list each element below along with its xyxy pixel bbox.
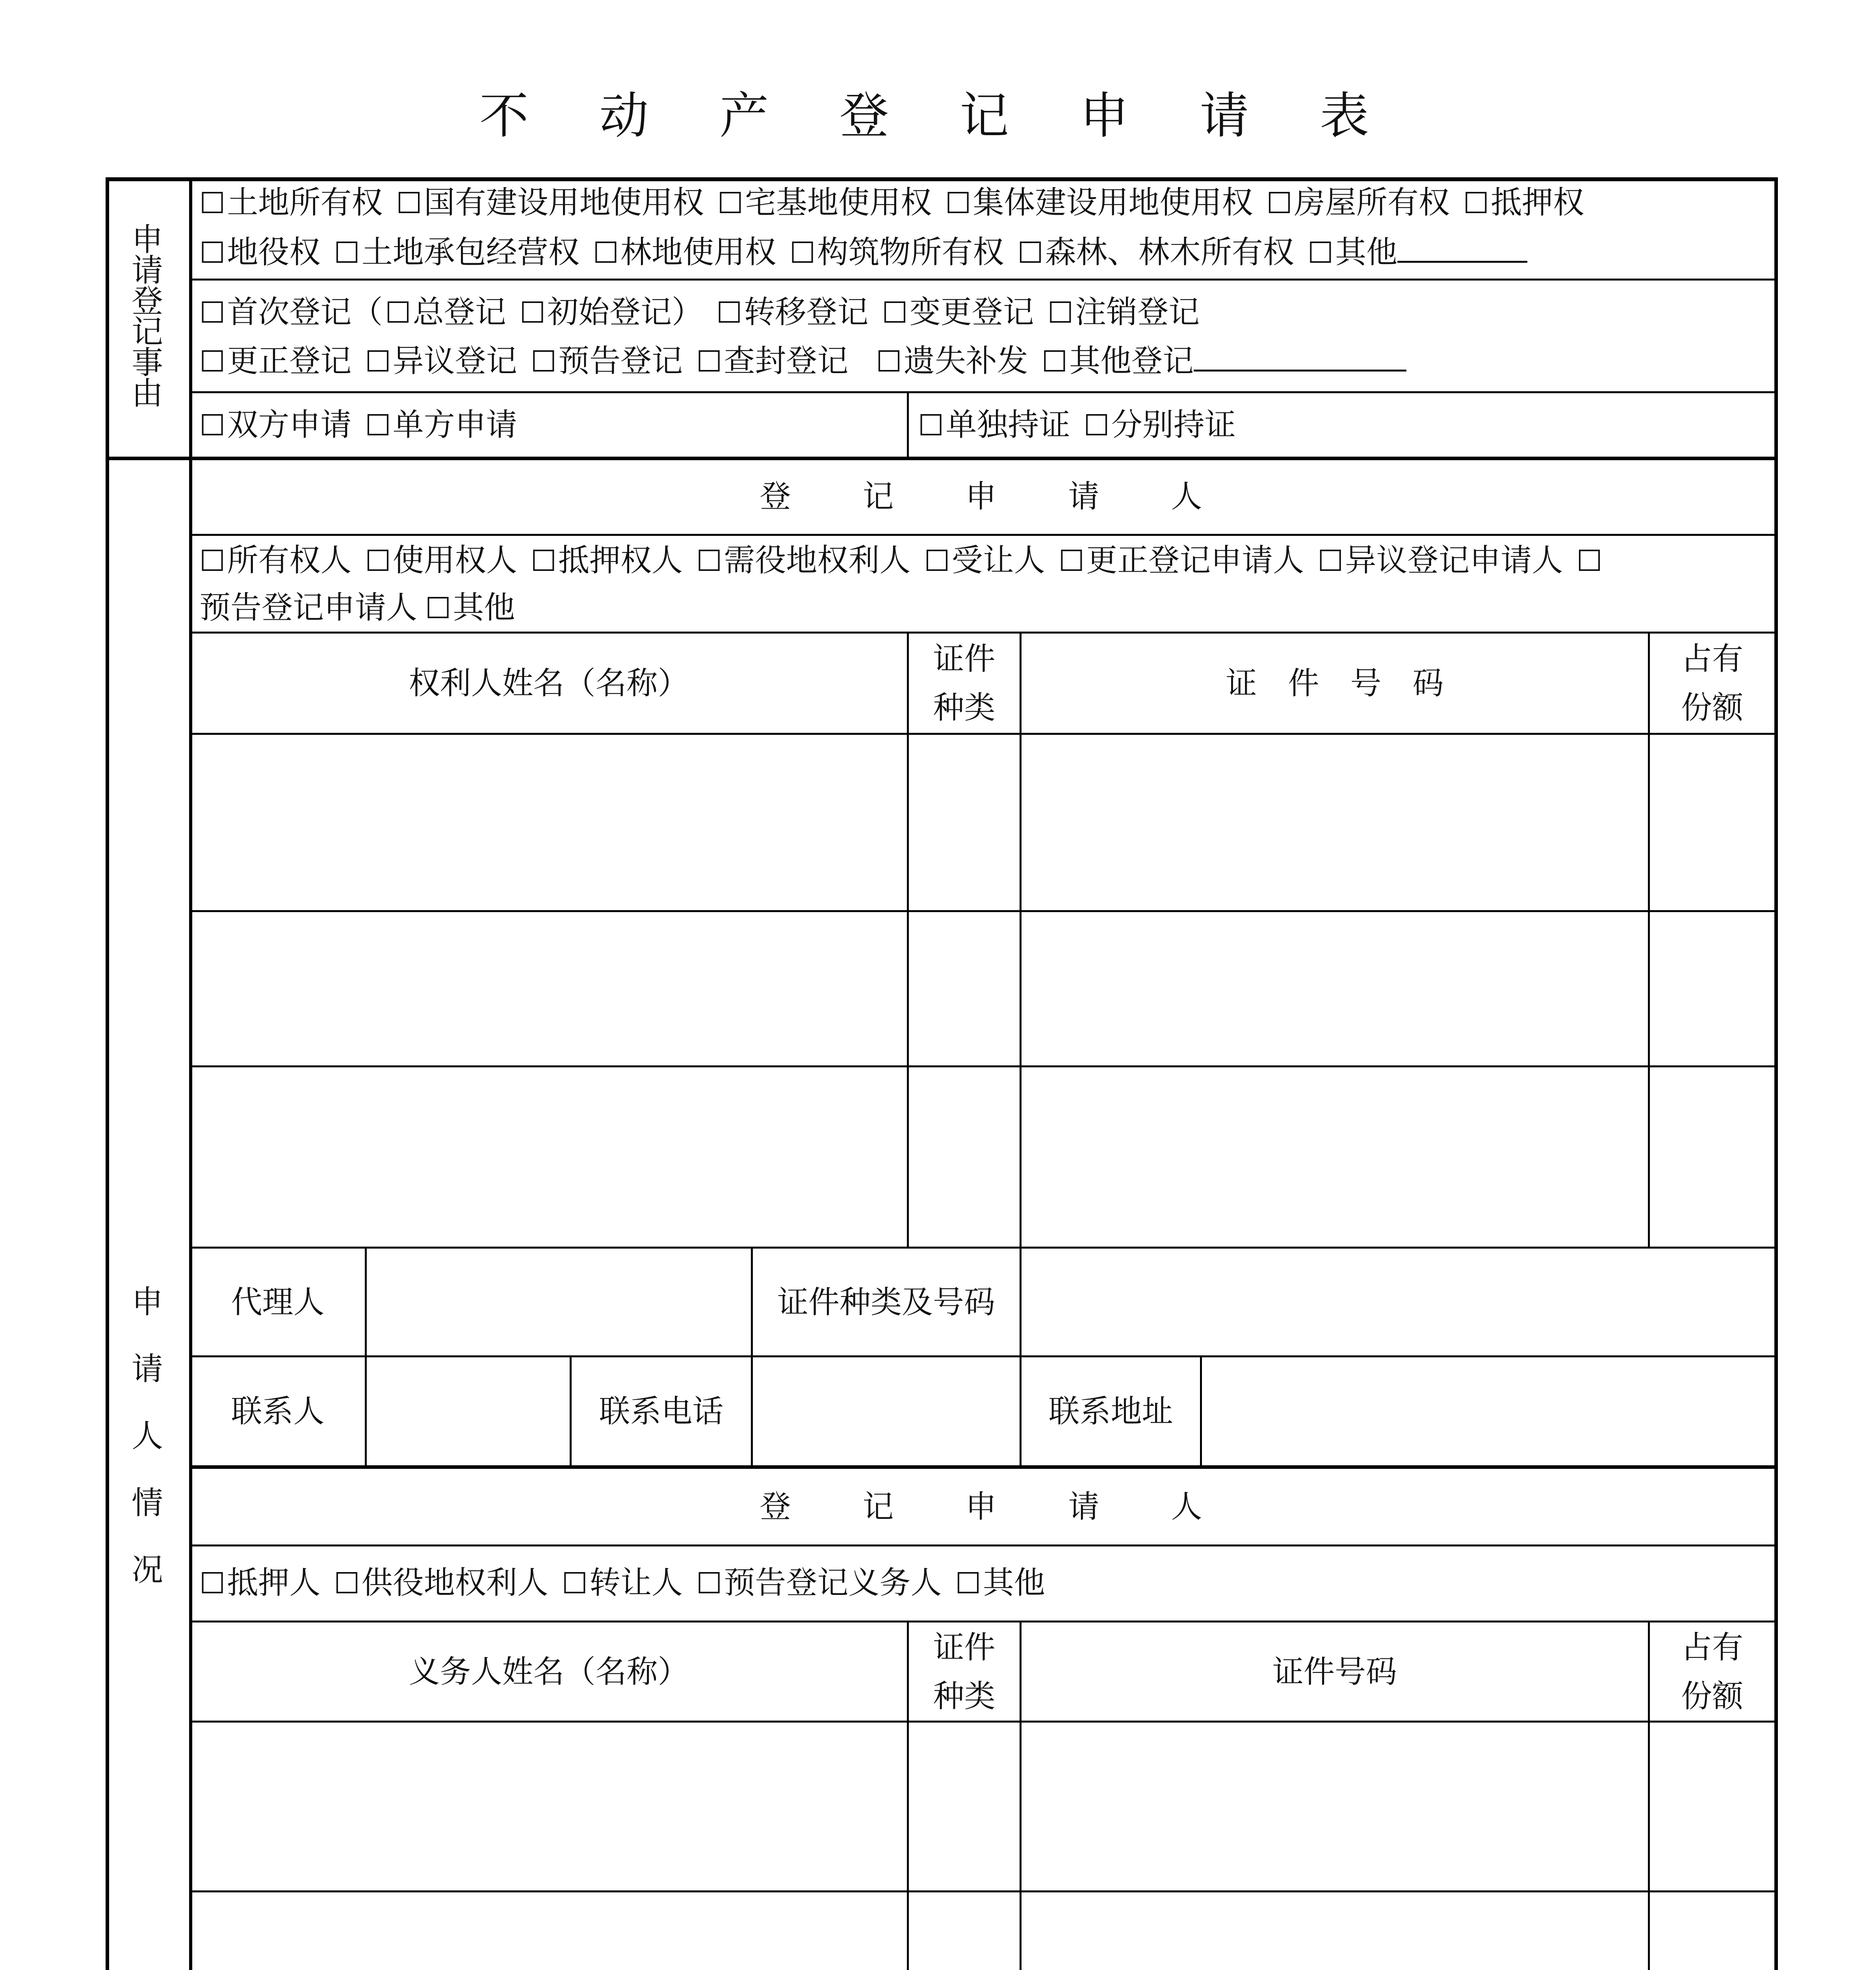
applicant-section-label: 申 请 人 情 况 <box>132 1284 163 1588</box>
application-form-table <box>106 177 1778 1970</box>
option-forest-tree-ownership[interactable]: ☐森林、林木所有权 <box>1017 228 1294 277</box>
checkbox-icon[interactable]: ☐ <box>199 345 226 379</box>
option-objection-registration[interactable]: ☐异议登记 <box>365 336 517 385</box>
rule <box>191 1544 1776 1546</box>
registration-types-row-1 <box>191 288 1774 336</box>
col-header-obligor-cert-type: 证件 种类 <box>933 1629 996 1714</box>
checkbox-icon[interactable]: ☐ <box>696 1567 723 1600</box>
checkbox-icon[interactable]: ☐ <box>530 544 557 578</box>
checkbox-icon[interactable]: ☐ <box>334 1567 360 1600</box>
contact-phone-field[interactable] <box>753 1357 1020 1465</box>
checkbox-icon[interactable]: ☐ <box>519 296 546 330</box>
checkbox-icon[interactable]: ☐ <box>593 236 619 270</box>
col-header-share: 占有 份额 <box>1681 641 1743 726</box>
checkbox-icon[interactable]: ☐ <box>717 186 744 220</box>
option-initial-registration[interactable]: ☐初始登记） <box>520 288 703 336</box>
checkbox-icon[interactable]: ☐ <box>365 409 391 442</box>
option-separate-certificates[interactable]: ☐分别持证 <box>1083 400 1235 449</box>
contact-name-field[interactable] <box>367 1357 570 1465</box>
option-house-ownership[interactable]: ☐房屋所有权 <box>1266 178 1449 227</box>
option-forest-land-use[interactable]: ☐林地使用权 <box>593 228 776 277</box>
option-correction-applicant[interactable]: ☐更正登记申请人 <box>1059 536 1304 585</box>
rule <box>191 1890 1776 1892</box>
option-general-registration[interactable]: ☐总登记 <box>385 288 506 336</box>
checkbox-icon[interactable]: ☐ <box>385 296 411 330</box>
rule <box>191 910 1776 912</box>
rule <box>907 392 909 458</box>
col-header-right-holder-name: 权利人姓名（名称） <box>409 665 689 701</box>
option-mortgage-right[interactable]: ☐抵押权 <box>1463 178 1584 227</box>
rights-types-row-2 <box>191 228 1774 277</box>
other-registration-blank[interactable] <box>1194 339 1406 372</box>
checkbox-icon[interactable]: ☐ <box>955 1567 981 1600</box>
option-servient-land-holder[interactable]: ☐供役地权利人 <box>334 1558 548 1607</box>
option-cancellation-registration[interactable]: ☐注销登记 <box>1048 288 1200 336</box>
option-easement[interactable]: ☐地役权 <box>199 228 320 277</box>
rule <box>191 733 1776 735</box>
option-advance-notice-obligor[interactable]: ☐预告登记义务人 <box>696 1558 942 1607</box>
col-header-cert-number: 证 件 号 码 <box>1226 665 1444 701</box>
certificate-mode-row <box>909 400 1772 449</box>
checkbox-icon[interactable]: ☐ <box>334 236 360 270</box>
border-right <box>1774 177 1778 1970</box>
checkbox-icon[interactable]: ☐ <box>1576 544 1603 578</box>
checkbox-icon[interactable]: ☐ <box>1317 544 1344 578</box>
option-other-registration[interactable]: ☐其他登记 <box>1042 336 1406 385</box>
checkbox-icon[interactable]: ☐ <box>199 296 226 330</box>
option-land-contract-management[interactable]: ☐土地承包经营权 <box>334 228 579 277</box>
agent-name-field[interactable] <box>367 1249 751 1355</box>
option-other-role[interactable]: ☐其他 <box>425 583 515 632</box>
agent-cert-field[interactable] <box>1022 1249 1774 1355</box>
option-other-right[interactable]: ☐其他 <box>1308 228 1527 277</box>
right-holder-heading: 登 记 申 请 人 <box>760 478 1205 515</box>
option-first-registration[interactable]: ☐首次登记（ <box>199 288 383 336</box>
option-correction-registration[interactable]: ☐更正登记 <box>199 336 351 385</box>
checkbox-icon[interactable]: ☐ <box>199 1567 226 1600</box>
right-holder-roles-row-1 <box>191 536 1774 585</box>
option-collective-construction-land-use[interactable]: ☐集体建设用地使用权 <box>945 178 1253 227</box>
checkbox-icon[interactable]: ☐ <box>1463 186 1490 220</box>
option-sole-certificate[interactable]: ☐单独持证 <box>918 400 1070 449</box>
checkbox-icon[interactable]: ☐ <box>1058 544 1085 578</box>
option-transferee[interactable]: ☐受让人 <box>924 536 1045 585</box>
checkbox-icon[interactable]: ☐ <box>199 186 226 220</box>
checkbox-icon[interactable]: ☐ <box>1266 186 1293 220</box>
checkbox-icon[interactable]: ☐ <box>1017 236 1044 270</box>
right-holder-roles-row-2 <box>191 583 1774 632</box>
checkbox-icon[interactable]: ☐ <box>199 236 226 270</box>
option-obligor-other[interactable]: ☐其他 <box>955 1558 1045 1607</box>
option-joint-application[interactable]: ☐双方申请 <box>199 400 351 449</box>
agent-cert-label: 证件种类及号码 <box>777 1284 995 1320</box>
border-left <box>106 177 109 1970</box>
checkbox-icon[interactable]: ☐ <box>561 1567 588 1600</box>
option-transferor[interactable]: ☐转让人 <box>562 1558 683 1607</box>
option-mortgagor[interactable]: ☐抵押人 <box>199 1558 320 1607</box>
checkbox-icon[interactable]: ☐ <box>924 544 950 578</box>
checkbox-icon[interactable]: ☐ <box>876 345 902 379</box>
col-header-cert-type: 证件 种类 <box>933 641 996 726</box>
col-header-obligor-cert-number: 证件号码 <box>1272 1653 1397 1690</box>
rule <box>191 1065 1776 1067</box>
option-advance-notice-applicant[interactable]: 预告登记申请人 <box>199 589 417 626</box>
option-owner[interactable]: ☐所有权人 <box>199 536 351 585</box>
col-header-obligor-share: 占有 份额 <box>1681 1629 1743 1714</box>
checkbox-icon[interactable]: ☐ <box>530 345 557 379</box>
reason-section-label: 申 请 登 记 事 由 <box>132 221 163 412</box>
rights-types-row-1 <box>191 178 1774 227</box>
rule <box>191 279 1776 281</box>
registration-types-row-2 <box>191 336 1774 385</box>
option-structure-ownership[interactable]: ☐构筑物所有权 <box>789 228 1004 277</box>
checkbox-icon[interactable]: ☐ <box>945 186 971 220</box>
agent-label: 代理人 <box>231 1284 325 1320</box>
checkbox-icon[interactable]: ☐ <box>1041 345 1068 379</box>
checkbox-icon[interactable]: ☐ <box>1083 409 1110 442</box>
option-transfer-registration[interactable]: ☐转移登记 <box>716 288 868 336</box>
col-header-obligor-name: 义务人姓名（名称） <box>409 1653 689 1690</box>
contact-phone-label: 联系电话 <box>599 1393 724 1429</box>
checkbox-icon[interactable]: ☐ <box>365 345 391 379</box>
option-dominant-land-holder[interactable]: ☐需役地权利人 <box>696 536 910 585</box>
option-homestead-use[interactable]: ☐宅基地使用权 <box>717 178 932 227</box>
option-user[interactable]: ☐使用权人 <box>365 536 517 585</box>
checkbox-icon[interactable]: ☐ <box>716 296 743 330</box>
checkbox-icon[interactable]: ☐ <box>199 544 226 578</box>
checkbox-icon[interactable]: ☐ <box>789 236 816 270</box>
checkbox-icon[interactable]: ☐ <box>396 186 422 220</box>
checkbox-icon[interactable]: ☐ <box>696 544 723 578</box>
checkbox-icon[interactable]: ☐ <box>882 296 908 330</box>
application-mode-row <box>191 400 904 449</box>
contact-address-field[interactable] <box>1202 1357 1774 1465</box>
rule <box>191 1721 1776 1723</box>
checkbox-icon[interactable]: ☐ <box>696 345 723 379</box>
option-mortgagee[interactable]: ☐抵押权人 <box>531 536 683 585</box>
contact-label: 联系人 <box>231 1393 325 1429</box>
checkbox-icon[interactable]: ☐ <box>199 409 226 442</box>
option-land-ownership[interactable]: ☐土地所有权 <box>199 178 383 227</box>
obligor-roles-row <box>191 1558 1774 1607</box>
option-state-construction-land-use[interactable]: ☐国有建设用地使用权 <box>396 178 704 227</box>
checkbox-icon[interactable]: ☐ <box>1307 236 1334 270</box>
checkbox-icon[interactable]: ☐ <box>918 409 944 442</box>
block-divider <box>191 1465 1776 1469</box>
option-change-registration[interactable]: ☐变更登记 <box>882 288 1034 336</box>
option-single-application[interactable]: ☐单方申请 <box>365 400 517 449</box>
obligor-heading: 登 记 申 请 人 <box>760 1489 1205 1525</box>
option-advance-notice-registration[interactable]: ☐预告登记 <box>531 336 683 385</box>
other-right-blank[interactable] <box>1397 230 1527 263</box>
checkbox-icon[interactable]: ☐ <box>365 544 391 578</box>
checkbox-icon[interactable]: ☐ <box>425 591 451 625</box>
contact-address-label: 联系地址 <box>1048 1393 1173 1429</box>
rule <box>191 391 1776 393</box>
form-title: 不 动 产 登 记 申 请 表 <box>479 87 1397 145</box>
option-loss-reissue[interactable]: ☐遗失补发 <box>876 336 1028 385</box>
option-objection-applicant[interactable]: ☐异议登记申请人 <box>1317 536 1563 585</box>
option-seizure-registration[interactable]: ☐查封登记 <box>696 336 848 385</box>
checkbox-icon[interactable]: ☐ <box>1047 296 1074 330</box>
